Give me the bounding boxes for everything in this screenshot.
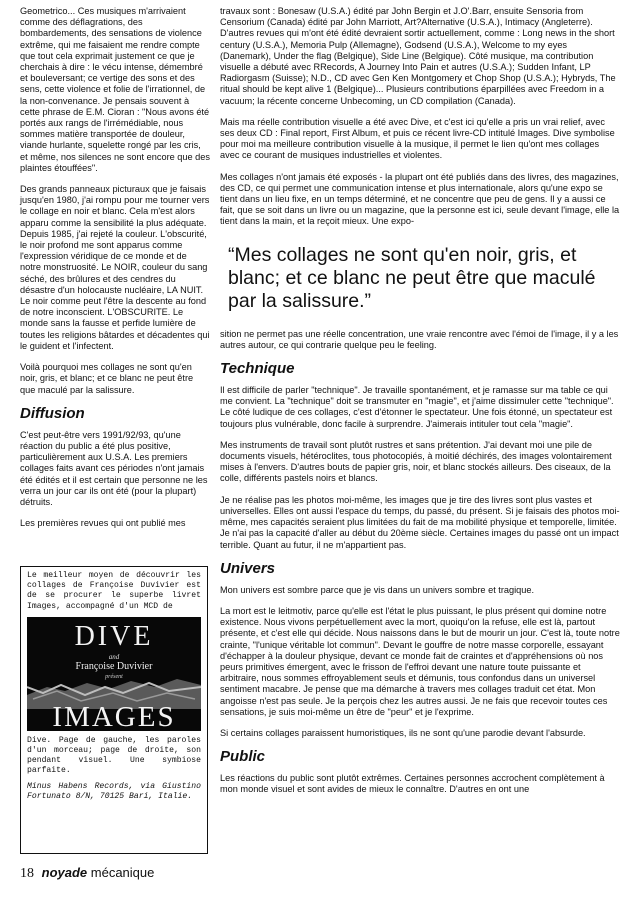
left-column: [20, 6, 210, 539]
right-paragraph-10: Si certains collages paraissent humoristiques, ils ne sont qu'une parodie devant l'absurde.: [220, 727, 586, 738]
cover-author: Françoise Duvivier: [75, 660, 153, 672]
right-paragraph-2: Mais ma réelle contribution visuelle a été avec Dive, et c'est ici qu'elle a pris un vrai relief, avec ses deux CD : Final report, First Album, et puis ce récent livre-CD intitulé Images. Dive symbolise pour moi ma meilleure contribution visuelle à la musique, il permet le lien qu'ont mes collages avec ce courant de musiques industrielles et violentes.: [220, 116, 615, 161]
ad-label-address: Minus Habens Records, via Giustino Fortunato 8/N, 70125 Bari, Italie.: [27, 781, 201, 801]
right-paragraph-9: La mort est le leitmotiv, parce qu'elle est l'état le plus puissant, le plus présent qui domine notre existence. Nous vivons perpétuellement avec la mort, quoiqu'on la refuse, elle est là, partout présente, et c'est elle qui décide. Nous naissons dans le but de mourir un jour. C'est là, toute notre crainte, "l'unique véritable lot commun". Devant le gouffre de notre masse corporelle, essayant d'échapper à la douleur physique, devant ce monde fait de craintes et d'appréhensions où nos peurs primitives émergent, avec le frisson de l'effroi devant une nature toute puissante et arbitraire, nous sommes effroyablement seuls et démunis, tous confondus dans un universel sentiment macabre. Je pense que ma démarche à travers mes collages traduit cet état. Mon angoisse n'est pas seule. Je la perçois chez les autres aussi. Je ne fais que recevoir toutes ces sensations, je suis moi-même un être de "peur" et je l'exprime.: [220, 605, 620, 717]
cover-images-title: IMAGES: [52, 700, 176, 731]
heading-public: Public: [220, 748, 266, 766]
album-cover-image: [27, 617, 201, 731]
right-paragraph-8: Mon univers est sombre parce que je vis dans un univers sombre et tragique.: [220, 584, 535, 595]
right-paragraph-7: Je ne réalise pas les photos moi-même, les images que je tire des livres sont plus vastes et universelles. Elles ont aussi l'espace du temps, du passé, du présent. Si je faisais des photos moi-même, mes capacités seraient plus limitées du fait de ma mobilité physique et temporelle, limitée. Je n'ai pas la capacité d'aller au début du 20ème siècle. Certaines images du passé ont un impact terrible. Quant au futur, il ne m'appartient pas.: [220, 494, 620, 550]
right-paragraph-11: Les réactions du public sont plutôt extrêmes. Certaines personnes accrochent complètement à mon monde visuel et sont avides de mieux le connaître. D'autres en ont une: [220, 773, 605, 795]
left-paragraph-3: Voilà pourquoi mes collages ne sont qu'en noir, gris, et blanc; et ce blanc ne peut être que maculé par la salissure.: [20, 362, 194, 395]
right-paragraph-4: sition ne permet pas une réelle concentration, une vraie rencontre avec l'émoi de l'image, il y a les autres autour, ce qui contrarie quelque peu le feeling.: [220, 328, 619, 350]
heading-diffusion: Diffusion: [20, 404, 85, 422]
magazine-name-part1: noyade: [41, 865, 88, 880]
heading-technique: Technique: [220, 360, 295, 378]
cover-title: DIVE: [74, 620, 154, 652]
magazine-name-part2: mécanique: [90, 865, 155, 880]
right-paragraph-6: Mes instruments de travail sont plutôt rustres et sans prétention. J'ai devant moi une pile de documents visuels, hétéroclites, tous photocopiés, à moitié déchirés, des images volontairement mises à l'envers. D'autres bouts de papier gris, noir, et blanc stockés ailleurs. Des ciseaux, de la colle, différents pastels noirs et blancs.: [220, 439, 612, 484]
ad-intro: Le meilleur moyen de découvrir les collages de Françoise Duvivier est de se procurer le superbe livret Images, accompagné d'un MCD de: [27, 571, 201, 611]
cover-present: présent: [105, 673, 123, 680]
heading-univers: Univers: [220, 559, 276, 577]
album-ad-box: [20, 566, 208, 854]
page-number: 18: [20, 866, 34, 881]
ad-caption: Dive. Page de gauche, les paroles d'un morceau; page de droite, son pendant visuel. Une symbiose parfaite.: [27, 735, 201, 776]
right-paragraph-1: travaux sont : Bonesaw (U.S.A.) édité par John Bergin et J.O'.Barr, ensuite Sensoria from Censorium (Canada) édité par John Marriott, Art?Alternative (U.S.A.), Intimacy (Angleterre). D'autres revues qui m'ont été édité devraient sortir actuellement, comme : Long news in the short century (U.S.A.), Memoria Pulp (Allemagne), Godsend (U.S.A.), Welcome to my eyes (Danemark), Under the flag (Belgique), Side Line (Belgique). Côté musique, ma contribution visuelle a débuté avec RRecords, A Journey Into Pain et autres (U.S.A.); Sudden Infant, LP Radiorgasm (Suisse); N.D., CD avec Gen Ken Montgomery et Chop Shop (U.S.A.); Hybryds, The ritual should be kept alive 1 (Belgique)... Plusieurs contributions éparpillées avec Freedom in a vacuum; la récente concerne Unbecoming, un CD compilation (Canada).: [220, 6, 616, 106]
left-paragraph-4: C'est peut-être vers 1991/92/93, qu'une réaction du public a été plus positive, particulièrement aux U.S.A. Les premiers collages faits avant ces périodes n'ont jamais été édités et il est certain que personne ne les verra un jour car ils ont été (pour la plupart) détruits.: [20, 429, 208, 507]
left-paragraph-1: Geometrico... Ces musiques m'arrivaient comme des déflagrations, des bombardements, des sensations de violence extrême, qui me faisaient me rendre compte que tout cela exprimait justement ce que je cherchais à dire : le vécu intense, démembré et bouleversant; ce vertige des sons et des sens, cette violence et folie de l'irrationnel, de la non-convenance. Je pensais souvent à cette phrase de E.M. Cioran : "Nous avons été portés aux rangs de l'irrémédiable, nous sommes matière transportée de douleur, viande hurlante, squelette rongé par les cris, et même, nos silences ne sont encore que des plaintes étouffées".: [20, 6, 210, 173]
pull-quote: “Mes collages ne sont qu'en noir, gris, et blanc; et ce blanc ne peut être que maculé par la salissure.”: [228, 243, 596, 312]
right-paragraph-5: Il est difficile de parler "technique". Je travaille spontanément, et je ramasse sur ma table ce qui me convient. La "technique" doit se transmuter en "magie", et j'aime dissimuler cette "technique". Le côté ludique de ces collages, c'est d'étonner le spectateur. Une fois étonné, un spectateur est toujours plus vulnérable, donc facile à surprendre. J'aimerais intituler tout cela "magie".: [220, 385, 614, 429]
right-paragraph-3: Mes collages n'ont jamais été exposés - la plupart ont été publiés dans des livres, des magazines, des CD, ce qui permet une communication intense et plus internationale, alors qu'une expo se tient dans un lieu fixe, en un temps déterminé, et ne concentre que peu de gens. Il y a aussi ce fait, que se soit dans un livre ou un magazine, que la personne est ici, seule devant l'image, elle la tient dans la main, et la reçoit mieux. Une expo-: [220, 171, 620, 227]
cover-and: and: [108, 652, 120, 661]
right-column: [220, 6, 620, 806]
left-paragraph-5: Les premières revues qui ont publié mes: [20, 518, 186, 529]
page-footer: [20, 865, 154, 882]
left-paragraph-2: Des grands panneaux picturaux que je faisais jusqu'en 1980, j'ai rompu pour me tourner vers le collage en noir et blanc. Cela m'est alors apparu comme la sensibilité la plus adéquate. Depuis 1985, j'ai rejeté la couleur. L'obscurité, le noir profond me sont apparus comme l'expression véridique de ce monde et de notre monstruosité. Le NOIR, couleur du sang séché, des brûlures et des cendres du désastre d'un holocauste nucléaire, LA NUIT. Le noir comme peut l'être la descente au fond de notre inconscient. L'OBSCURITE. Le monde sans la fausse et perfide lumière de toutes les religions bâtardes et décadentes qui le guident et l'infectent.: [20, 184, 210, 351]
